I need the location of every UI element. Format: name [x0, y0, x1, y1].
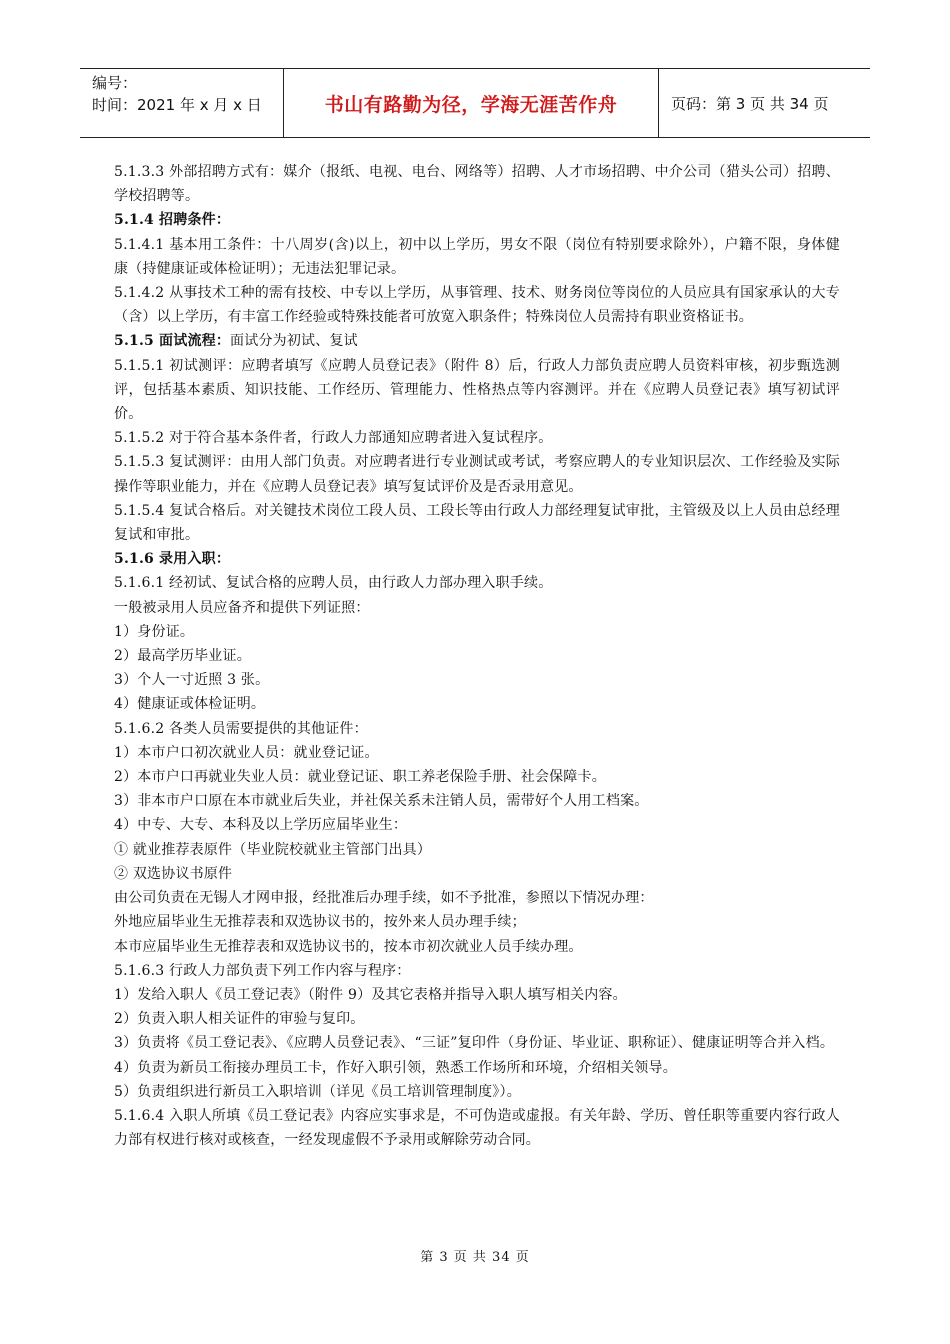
body-paragraph: 本市应届毕业生无推荐表和双选协议书的，按本市初次就业人员手续办理。: [114, 938, 583, 955]
body-paragraph: 由公司负责在无锡人才网申报，经批准后办理手续，如不予批准，参照以下情况办理：: [114, 890, 654, 907]
header-page-info: 页码：第 3 页 共 34 页: [671, 94, 829, 113]
header-motto: 书山有路勤为径，学海无涯苦作舟: [284, 69, 659, 137]
body-paragraph: 4）负责为新员工衔接办理员工卡，作好入职引领，熟悉工作场所和环境，介绍相关领导。: [114, 1059, 677, 1076]
page-header: [80, 68, 870, 138]
heading-prefix: 5.1.5 面试流程：: [114, 333, 231, 350]
section-heading: 5.1.6 录用入职：: [114, 551, 231, 568]
body-paragraph: ① 就业推荐表原件（毕业院校就业主管部门出具）: [114, 841, 432, 858]
body-paragraph: 一般被录用人员应备齐和提供下列证照：: [114, 599, 370, 616]
body-paragraph: ② 双选协议书原件: [114, 865, 233, 882]
body-paragraph: 4）中专、大专、本科及以上学历应届毕业生：: [114, 817, 408, 834]
body-paragraph: 5.1.4.2 从事技术工种的需有技校、中专以上学历，从事管理、技术、财务岗位等岗位的人员应具有国家承认的大专（含）以上学历，有丰富工作经验或特殊技能者可放宽入职条件；特殊岗位人员需持有职业资格证书。: [114, 285, 840, 326]
body-paragraph: 5.1.3.3 外部招聘方式有：媒介（报纸、电视、电台、网络等）招聘、人才市场招聘、中介公司（猎头公司）招聘、学校招聘等。: [114, 164, 840, 205]
document-body: [114, 160, 840, 1152]
body-paragraph: 5.1.6.2 各类人员需要提供的其他证件：: [114, 720, 368, 737]
body-paragraph: 5.1.4.1 基本用工条件：十八周岁(含)以上，初中以上学历，男女不限（岗位有特别要求除外），户籍不限，身体健康（持健康证或体检证明）；无违法犯罪记录。: [114, 236, 840, 277]
body-paragraph: 3）负责将《员工登记表》、《应聘人员登记表》、“三证”复印件（身份证、毕业证、职称证）、健康证明等合并入档。: [114, 1035, 835, 1052]
body-paragraph: 3）非本市户口原在本市就业后失业，并社保关系未注销人员，需带好个人用工档案。: [114, 793, 649, 810]
body-paragraph: 5.1.5.2 对于符合基本条件者，行政人力部通知应聘者进入复试程序。: [114, 430, 553, 447]
section-heading: 5.1.4 招聘条件：: [114, 212, 231, 229]
body-paragraph: 3）个人一寸近照 3 张。: [114, 672, 270, 689]
body-paragraph: 5.1.6.1 经初试、复试合格的应聘人员，由行政人力部办理入职手续。: [114, 575, 553, 592]
body-paragraph: 2）最高学历毕业证。: [114, 648, 251, 665]
body-paragraph: 外地应届毕业生无推荐表和双选协议书的，按外来人员办理手续；: [114, 914, 526, 931]
header-meta: [80, 69, 284, 137]
body-paragraph: 1）身份证。: [114, 623, 195, 640]
section-heading-with-text: [114, 329, 840, 353]
body-paragraph: 1）发给入职人《员工登记表》（附件 9）及其它表格并指导入职人填写相关内容。: [114, 986, 627, 1003]
body-paragraph: 4）健康证或体检证明。: [114, 696, 266, 713]
body-paragraph: 5.1.6.3 行政人力部负责下列工作内容与程序：: [114, 962, 411, 979]
body-paragraph: 2）本市户口再就业失业人员：就业登记证、职工养老保险手册、社会保障卡。: [114, 769, 606, 786]
body-paragraph: 5.1.5.3 复试测评：由用人部门负责。对应聘者进行专业测试或考试，考察应聘人的专业知识层次、工作经验及实际操作等职业能力，并在《应聘人员登记表》填写复试评价及是否录用意见。: [114, 454, 840, 495]
body-paragraph: 1）本市户口初次就业人员：就业登记证。: [114, 744, 379, 761]
body-paragraph: 5.1.6.4 入职人所填《员工登记表》内容应实事求是，不可伪造或虚报。有关年龄、学历、曾任职等重要内容行政人力部有权进行核对或核查，一经发现虚假不予录用或解除劳动合同。: [114, 1107, 840, 1149]
body-paragraph: 2）负责入职人相关证件的审验与复印。: [114, 1011, 365, 1028]
page-footer: 第 3 页 共 34 页: [420, 1250, 530, 1265]
body-paragraph: 5）负责组织进行新员工入职培训（详见《员工培训管理制度》）。: [114, 1083, 521, 1100]
document-date: 时间：2021 年 x 月 x 日: [92, 96, 262, 114]
heading-rest: 面试分为初试、复试: [230, 333, 358, 350]
body-paragraph: 5.1.5.1 初试测评：应聘者填写《应聘人员登记表》（附件 8）后，行政人力部负责应聘人员资料审核，初步甄选测评，包括基本素质、知识技能、工作经历、管理能力、性格热点等内容测评。并在《应聘人员登记表》填写初试评价。: [114, 357, 840, 423]
body-paragraph: 5.1.5.4 复试合格后。对关键技术岗位工段人员、工段长等由行政人力部经理复试审批，主管级及以上人员由总经理复试和审批。: [114, 502, 840, 544]
document-number: 编号：: [92, 74, 138, 92]
